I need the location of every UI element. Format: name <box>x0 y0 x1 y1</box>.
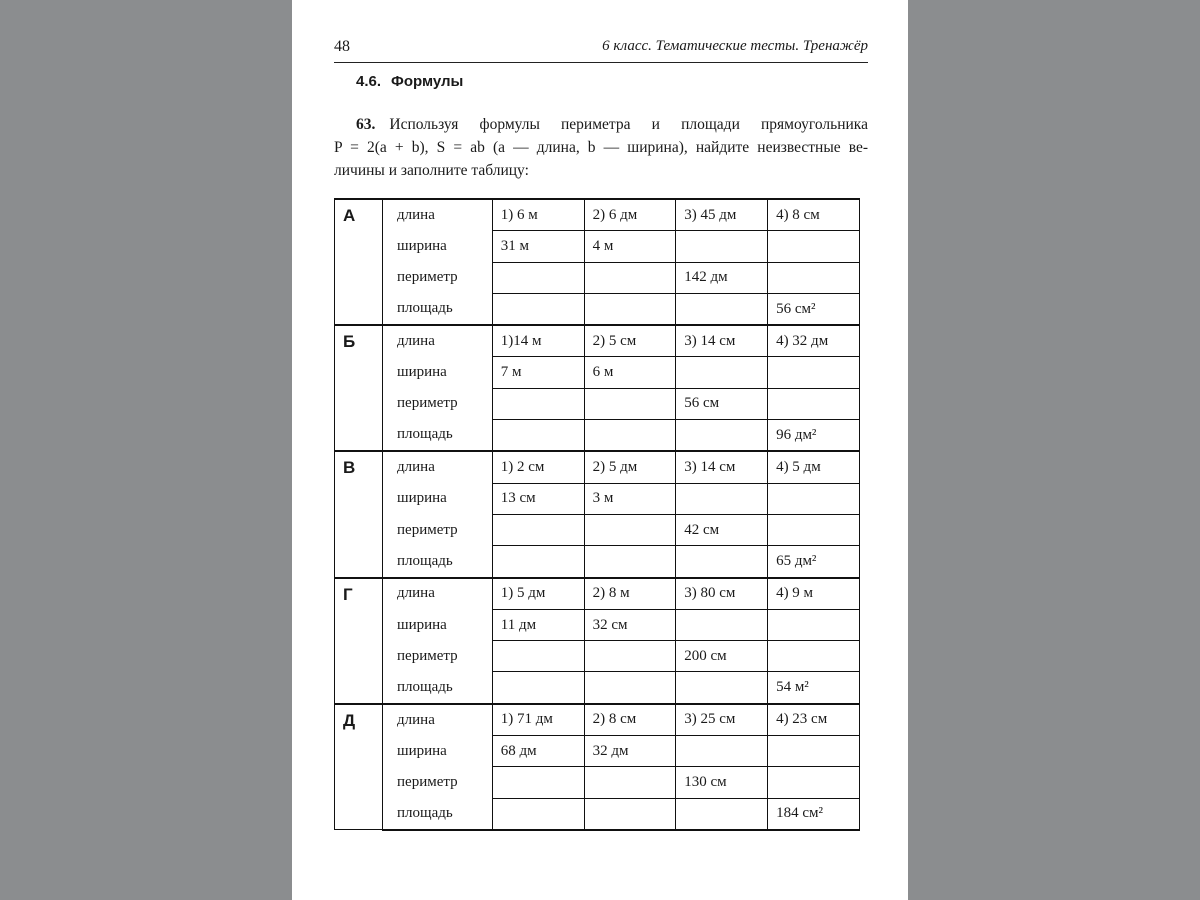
table-cell: 1) 5 дм <box>492 578 584 610</box>
table-cell: 1) 6 м <box>492 199 584 231</box>
table-cell: 11 дм <box>492 609 584 640</box>
table-cell: 1) 2 см <box>492 451 584 483</box>
table-cell: 3) 14 см <box>676 325 768 357</box>
table-cell: 56 см <box>676 388 768 419</box>
table-cell <box>768 388 860 419</box>
table-cell <box>676 231 768 262</box>
table-cell <box>676 736 768 767</box>
table-cell: 2) 5 см <box>584 325 676 357</box>
table-row <box>335 483 860 514</box>
table-cell: 4) 32 дм <box>768 325 860 357</box>
table-cell: 3) 14 см <box>676 451 768 483</box>
row-label: периметр <box>397 773 458 790</box>
table-cell <box>768 767 860 798</box>
row-label: ширина <box>397 490 447 507</box>
table-cell <box>492 514 584 545</box>
table-cell <box>584 798 676 830</box>
table-cell <box>676 546 768 578</box>
table-row <box>335 798 860 830</box>
row-label: длина <box>383 199 493 231</box>
table-cell: 32 дм <box>584 736 676 767</box>
table-cell: 6 м <box>584 357 676 388</box>
row-label: площадь <box>383 546 493 578</box>
row-label: ширина <box>397 616 447 633</box>
row-label: длина <box>383 704 493 736</box>
table-cell <box>492 641 584 672</box>
table-row <box>335 262 860 293</box>
table-cell <box>492 420 584 452</box>
table-cell: 4) 9 м <box>768 578 860 610</box>
section-number: 4.6. <box>356 73 382 90</box>
table-cell <box>492 798 584 830</box>
table-row <box>335 641 860 672</box>
table-cell: 2) 8 см <box>584 704 676 736</box>
table-row <box>335 672 860 704</box>
table-cell <box>492 767 584 798</box>
row-label: длина <box>383 325 493 357</box>
group-letter: Б <box>335 325 383 451</box>
table-cell: 184 см² <box>768 798 860 830</box>
table-cell: 142 дм <box>676 262 768 293</box>
table-cell: 7 м <box>492 357 584 388</box>
table-cell <box>676 672 768 704</box>
running-title: 6 класс. Тематические тесты. Тренажёр <box>602 38 868 54</box>
table-row <box>335 420 860 452</box>
table-cell: 4 м <box>584 231 676 262</box>
table-cell <box>768 357 860 388</box>
row-label: ширина <box>397 742 447 759</box>
table-cell <box>676 483 768 514</box>
table-cell: 130 см <box>676 767 768 798</box>
table-cell: 200 см <box>676 641 768 672</box>
problem-statement <box>334 113 868 182</box>
row-label: периметр <box>397 395 458 412</box>
row-label: ширина <box>397 237 447 254</box>
table-cell <box>584 546 676 578</box>
row-label: длина <box>383 578 493 610</box>
section-heading <box>356 73 473 90</box>
table-cell: 1)14 м <box>492 325 584 357</box>
table-row <box>335 325 860 357</box>
table-cell: 68 дм <box>492 736 584 767</box>
problem-text-1: Используя формулы периметра и площади прямоугольника <box>389 116 868 133</box>
table-row <box>335 609 860 640</box>
table-row <box>335 451 860 483</box>
table-cell: 2) 5 дм <box>584 451 676 483</box>
page-number: 48 <box>334 38 350 55</box>
table-row <box>335 767 860 798</box>
table-cell <box>768 736 860 767</box>
table-row <box>335 388 860 419</box>
group-letter: А <box>335 199 383 325</box>
table-cell: 42 см <box>676 514 768 545</box>
table-cell: 2) 6 дм <box>584 199 676 231</box>
table-cell <box>676 609 768 640</box>
table-cell <box>492 388 584 419</box>
table-cell: 4) 5 дм <box>768 451 860 483</box>
row-label: площадь <box>383 420 493 452</box>
table-cell <box>676 293 768 325</box>
table-row <box>335 199 860 231</box>
table-cell <box>584 293 676 325</box>
table-cell <box>584 514 676 545</box>
row-label: площадь <box>383 798 493 830</box>
table-cell <box>584 420 676 452</box>
table-cell: 56 см² <box>768 293 860 325</box>
table-cell <box>584 641 676 672</box>
section-title: Формулы <box>391 73 464 90</box>
problem-number: 63. <box>356 116 376 133</box>
table-cell <box>676 420 768 452</box>
table-cell: 3 м <box>584 483 676 514</box>
table-cell: 54 м² <box>768 672 860 704</box>
table-cell: 32 см <box>584 609 676 640</box>
table-cell <box>676 798 768 830</box>
table-cell: 13 см <box>492 483 584 514</box>
row-label: периметр <box>397 269 458 286</box>
table-cell: 96 дм² <box>768 420 860 452</box>
table-cell: 3) 45 дм <box>676 199 768 231</box>
problem-line-2: P = 2(a + b), S = ab (a — длина, b — ширина), найдите неизвестные ве- <box>334 139 868 156</box>
table-cell: 65 дм² <box>768 546 860 578</box>
table-cell <box>768 231 860 262</box>
table-cell: 2) 8 м <box>584 578 676 610</box>
row-label: периметр <box>397 647 458 664</box>
group-letter: В <box>335 451 383 577</box>
row-label: периметр <box>397 521 458 538</box>
row-label: площадь <box>383 672 493 704</box>
table-row <box>335 704 860 736</box>
table-cell <box>768 483 860 514</box>
table-cell: 3) 80 см <box>676 578 768 610</box>
table-cell <box>584 672 676 704</box>
table-cell <box>676 357 768 388</box>
table-cell: 3) 25 см <box>676 704 768 736</box>
page-header <box>334 36 868 63</box>
problem-line-3: личины и заполните таблицу: <box>334 162 529 179</box>
problem-line-1 <box>334 113 868 136</box>
row-label: ширина <box>397 364 447 381</box>
table-row <box>335 357 860 388</box>
table-cell <box>768 641 860 672</box>
book-page <box>292 0 908 900</box>
table-cell <box>584 262 676 293</box>
table-row <box>335 578 860 610</box>
table-cell <box>584 388 676 419</box>
row-label: длина <box>383 451 493 483</box>
table-cell: 4) 23 см <box>768 704 860 736</box>
table-row <box>335 231 860 262</box>
table-cell <box>492 262 584 293</box>
table-cell: 1) 71 дм <box>492 704 584 736</box>
table-row <box>335 736 860 767</box>
table-cell: 31 м <box>492 231 584 262</box>
table-row <box>335 293 860 325</box>
table-cell <box>768 609 860 640</box>
table-row <box>335 514 860 545</box>
table-row <box>335 546 860 578</box>
table-cell <box>584 767 676 798</box>
group-letter: Г <box>335 578 383 704</box>
table-cell <box>768 514 860 545</box>
table-cell <box>768 262 860 293</box>
table-cell <box>492 293 584 325</box>
group-letter: Д <box>335 704 383 830</box>
table-cell: 4) 8 см <box>768 199 860 231</box>
table-cell <box>492 546 584 578</box>
row-label: площадь <box>383 293 493 325</box>
exercise-table <box>334 198 860 831</box>
table-cell <box>492 672 584 704</box>
